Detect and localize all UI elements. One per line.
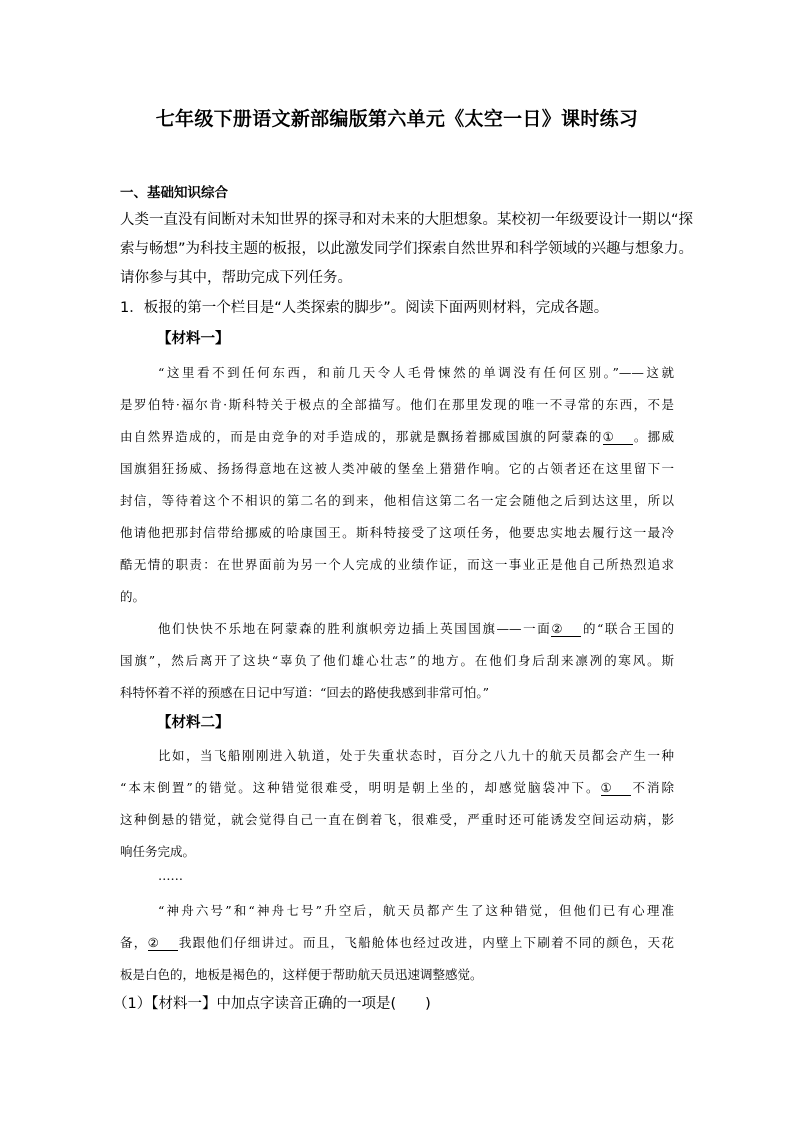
text-segment: 由自然界造成的，而是由竞争的对手造成的，那就是飘扬着挪威国旗的阿蒙森的 xyxy=(120,429,603,444)
text-segment: 他们快快不乐地在阿蒙森的胜利旗帜旁边插上英国国旗——一面 xyxy=(158,621,552,636)
material-1-line: 的。 xyxy=(120,589,146,604)
material-1-line: 封信，等待着这个不相识的第二名的到来，他相信这第二名一定会随他之后到达这里，所以 xyxy=(120,493,674,508)
material-1-line: 国旗猖狂扬威、扬扬得意地在这被人类冲破的堡垒上猎猎作响。它的占领者还在这里留下一 xyxy=(120,461,674,476)
document-title: 七年级下册语文新部编版第六单元《太空一日》课时练习 xyxy=(155,108,639,130)
material-1-line: 酷无情的职责：在世界面前为另一个人完成的业绩作证，而这一事业正是他自己所热烈追求 xyxy=(120,557,674,572)
intro-line: 人类一直没有间断对未知世界的探寻和对未来的大胆想象。某校初一年级要设计一期以“探 xyxy=(120,212,694,228)
material-2-line: “神舟六号”和“神舟七号”升空后，航天员都产生了这种错觉，但他们已有心理准 xyxy=(158,903,674,918)
material-1-line xyxy=(158,619,674,637)
text-segment: 备， xyxy=(120,935,148,950)
answer-blank-2: ② xyxy=(551,623,581,637)
text-segment: 的“联合王国的 xyxy=(581,621,674,636)
material-1-line: 他请他把那封信带给挪威的哈康国王。斯科特接受了这项任务，他要忠实地去履行这一最冷 xyxy=(120,525,674,540)
material-1-line xyxy=(120,427,674,445)
material-2-label: 【材料二】 xyxy=(157,715,230,731)
section-heading: 一、基础知识综合 xyxy=(120,185,228,201)
text-segment: 不消除 xyxy=(630,780,674,795)
answer-blank-1: ① xyxy=(603,431,633,445)
material-1-line: “这里看不到任何东西，和前几天令人毛骨悚然的单调没有任何区别。”——这就 xyxy=(158,365,674,380)
material-2-line: 比如，当飞船刚刚进入轨道，处于失重状态时，百分之八九十的航天员都会产生一种 xyxy=(158,748,674,763)
text-segment: 。挪威 xyxy=(632,429,674,444)
text-segment: 我跟他们仔细讲过。而且，飞船舱体也经过改进，内壁上下刷着不同的颜色，天花 xyxy=(177,935,674,950)
sub-question-1: （1）【材料一】中加点字读音正确的一项是( ) xyxy=(113,996,431,1012)
material-1-label: 【材料一】 xyxy=(157,331,230,347)
material-2-line: 响任务完成。 xyxy=(120,844,196,859)
question-1: 1．板报的第一个栏目是“人类探索的脚步”。阅读下面两则材料，完成各题。 xyxy=(120,300,609,316)
material-2-line: 这种倒悬的错觉，就会觉得自己一直在倒着飞，很难受，严重时还可能诱发空间运动病，影 xyxy=(120,812,674,827)
material-1-line: 国旗”，然后离开了这块“辜负了他们雄心壮志”的地方。在他们身后刮来凛冽的寒风。斯 xyxy=(120,653,674,668)
material-1-line: 是罗伯特·福尔肯·斯科特关于极点的全部描写。他们在那里发现的唯一不寻常的东西，不是 xyxy=(120,397,674,412)
ellipsis: …… xyxy=(158,868,183,883)
material-2-line xyxy=(120,933,674,951)
answer-blank-1: ① xyxy=(601,782,631,796)
material-1-line: 科特怀着不祥的预感在日记中写道：“回去的路使我感到非常可怕。” xyxy=(120,685,490,700)
text-segment: “本末倒置”的错觉。这种错觉很难受，明明是朝上坐的，却感觉脑袋冲下。 xyxy=(120,780,601,795)
intro-line: 索与畅想”为科技主题的板报，以此激发同学们探索自然世界和科学领域的兴趣与想象力。 xyxy=(120,241,694,257)
intro-line: 请你参与其中，帮助完成下列任务。 xyxy=(120,270,352,286)
material-2-line xyxy=(120,778,674,796)
material-2-line: 板是白色的，地板是褐色的，这样便于帮助航天员迅速调整感觉。 xyxy=(120,967,483,982)
answer-blank-2: ② xyxy=(148,937,178,951)
